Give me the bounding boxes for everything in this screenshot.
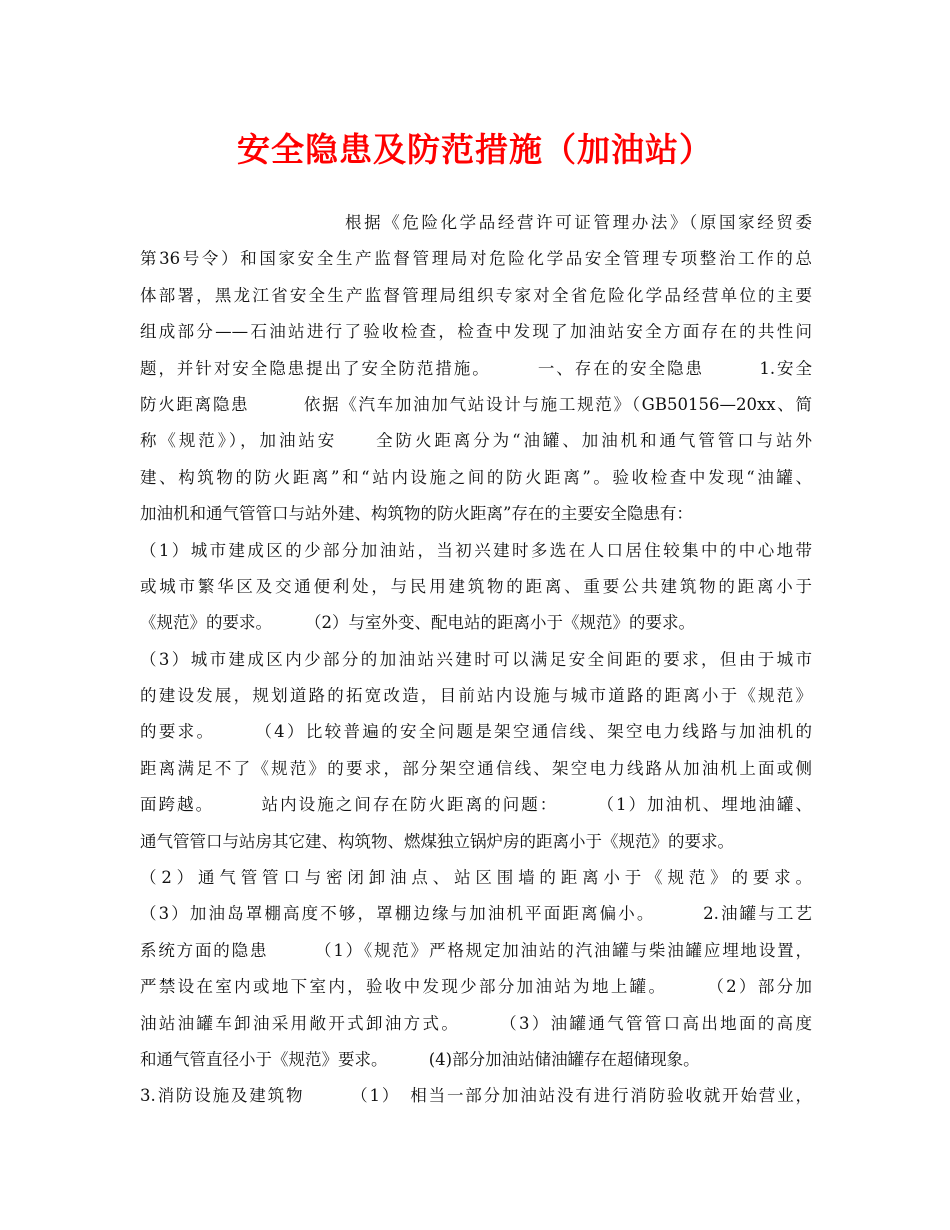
body-line: 体部署，黑龙江省安全生产监督管理局组织专家对全省危险化学品经营单位的主要 — [140, 285, 812, 305]
body-line: 防火距离隐患 依据《汽车加油加气站设计与施工规范》（GB50156—20xx、简 — [140, 394, 812, 414]
body-line: 称《规范》），加油站安 全防火距离分为“油罐、加油机和通气管管口与站外 — [140, 431, 812, 451]
body-line: 《规范》的要求。 （2）与室外变、配电站的距离小于《规范》的要求。 — [140, 613, 695, 633]
body-line: （3）城市建成区内少部分的加油站兴建时可以满足安全间距的要求，但由于城市 — [140, 649, 812, 669]
body-line: （2）通气管管口与密闭卸油点、站区围墙的距离小于《规范》的要求。 — [140, 868, 812, 888]
body-line: 题，并针对安全隐患提出了安全防范措施。 一、存在的安全隐患 1.安全 — [140, 358, 812, 378]
body-line: 严禁设在室内或地下室内，验收中发现少部分加油站为地上罐。 （2）部分加 — [140, 977, 812, 997]
body-line: 加油机和通气管管口与站外建、构筑物的防火距离”存在的主要安全隐患有： — [140, 504, 693, 524]
document-body — [140, 205, 812, 1115]
body-line: 的建设发展，规划道路的拓宽改造，目前站内设施与城市道路的距离小于《规范》 — [140, 686, 812, 706]
body-line: 和通气管直径小于《规范》要求。 (4)部分加油站储油罐存在超储现象。 — [140, 1049, 700, 1069]
body-line: 3.消防设施及建筑物 （1） 相当一部分加油站没有进行消防验收就开始营业， — [140, 1086, 812, 1106]
body-line: （1）城市建成区的少部分加油站，当初兴建时多选在人口居住较集中的中心地带 — [140, 540, 812, 560]
body-line: 系统方面的隐患 （1）《规范》严格规定加油站的汽油罐与柴油罐应埋地设置， — [140, 940, 812, 960]
body-line: 第36号令）和国家安全生产监督管理局对危险化学品安全管理专项整治工作的总 — [140, 249, 812, 269]
body-line: 面跨越。 站内设施之间存在防火距离的问题： （1）加油机、埋地油罐、 — [140, 795, 812, 815]
body-line: 组成部分——石油站进行了验收检查，检查中发现了加油站安全方面存在的共性问 — [140, 322, 812, 342]
body-line: （3）加油岛罩棚高度不够，罩棚边缘与加油机平面距离偏小。 2.油罐与工艺 — [140, 904, 812, 924]
document-title: 安全隐患及防范措施（加油站） — [237, 130, 713, 169]
body-line: 油站油罐车卸油采用敞开式卸油方式。 （3）油罐通气管管口高出地面的高度 — [140, 1013, 812, 1033]
body-line: 的要求。 （4）比较普遍的安全问题是架空通信线、架空电力线路与加油机的 — [140, 722, 812, 742]
body-line: 根据《危险化学品经营许可证管理办法》（原国家经贸委 — [345, 213, 812, 232]
body-line: 距离满足不了《规范》的要求，部分架空通信线、架空电力线路从加油机上面或侧 — [140, 758, 812, 778]
body-line: 建、构筑物的防火距离”和“站内设施之间的防火距离”。验收检查中发现“油罐、 — [140, 467, 812, 487]
body-line: 通气管管口与站房其它建、构筑物、燃煤独立锅炉房的距离小于《规范》的要求。 — [140, 831, 734, 851]
body-line: 或城市繁华区及交通便利处，与民用建筑物的距离、重要公共建筑物的距离小于 — [140, 576, 812, 596]
